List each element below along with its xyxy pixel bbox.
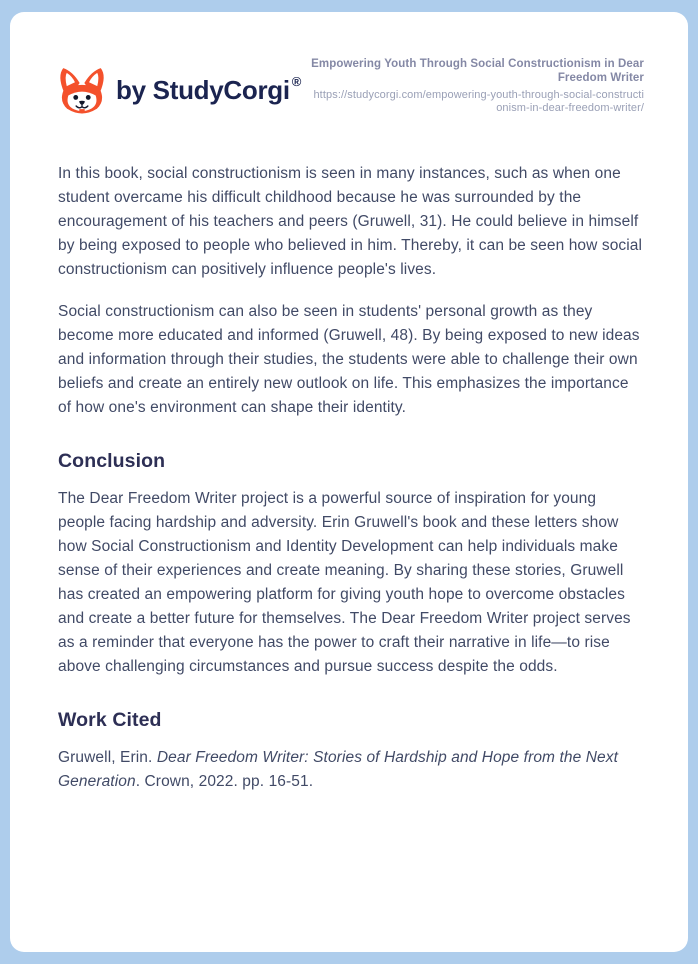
brand-label: by StudyCorgi: [116, 75, 290, 105]
citation-book-title: Dear Freedom Writer: Stories of Hardship and Hope from the Next Generation: [58, 749, 618, 790]
essay-paragraph-2: Social constructionism can also be seen in students' personal growth as they become more educated and informed (Gruwell, 48). By being exposed to new ideas and information through their studies, the students were able to challenge their own beliefs and create an entirely new outlook on life. This emphasizes the importance of how one's environment can shape their identity.: [58, 303, 640, 416]
document-source-url-link[interactable]: https://studycorgi.com/empowering-youth-through-social-constructionism-in-dear-freedom-writer/: [313, 88, 644, 114]
citation-publication: . Crown, 2022. pp. 16-51.: [135, 773, 314, 790]
corgi-icon: [57, 62, 107, 118]
document-title: Empowering Youth Through Social Constructionism in Dear Freedom Writer: [311, 57, 644, 84]
essay-body: [10, 118, 688, 794]
work-cited-heading: Work Cited: [58, 709, 162, 731]
brand-wordmark: [116, 74, 301, 106]
conclusion-heading: Conclusion: [58, 450, 166, 472]
document-meta: [309, 57, 644, 116]
document-header: [10, 12, 688, 118]
conclusion-paragraph: The Dear Freedom Writer project is a powerful source of inspiration for young people facing hardship and adversity. Erin Gruwell's book and these letters show how Social Constructionism and Identity Development can help individuals make sense of their experiences and create meaning. By sharing these stories, Gruwell has created an empowering platform for giving youth hope to overcome obstacles and create a better future for themselves. The Dear Freedom Writer project serves as a reminder that everyone has the power to craft their narrative in life—to rise above challenging circumstances and pursue success despite the odds.: [58, 490, 631, 675]
essay-paragraph-1: In this book, social constructionism is seen in many instances, such as when one student overcame his difficult childhood because he was surrounded by the encouragement of his teachers and peers (Gruwell, 31). He could believe in himself by being exposed to people who believed in him. Thereby, it can be seen how social constructionism can positively influence people's lives.: [58, 165, 643, 278]
document-card: [10, 12, 688, 952]
studycorgi-brand-link[interactable]: [57, 62, 301, 118]
registered-trademark-symbol: ®: [291, 74, 302, 89]
citation-entry: [58, 746, 645, 794]
citation-author: Gruwell, Erin.: [58, 749, 157, 766]
